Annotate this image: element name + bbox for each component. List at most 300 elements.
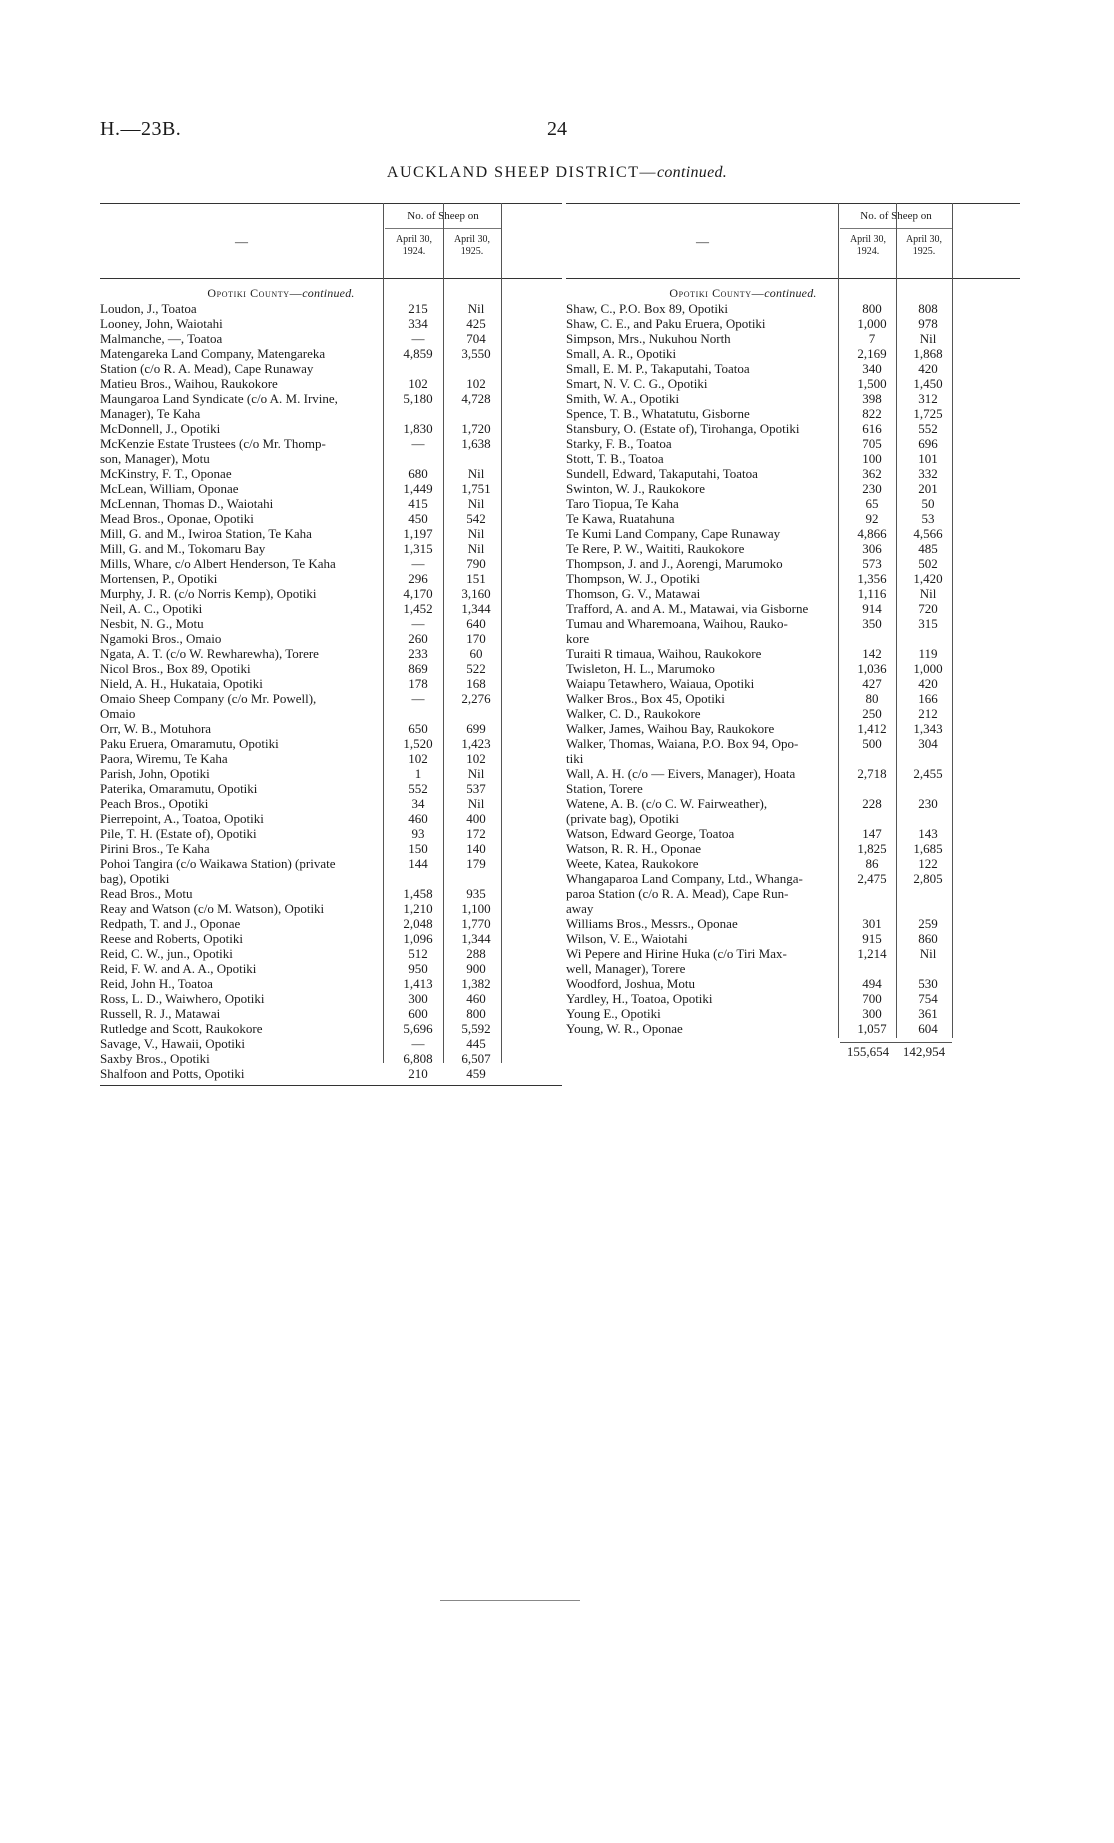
owner-name: Waiapu Tetawhero, Waiaua, Opotiki (566, 676, 755, 691)
table-row (100, 991, 562, 1006)
sheep-1924: 150 (408, 841, 428, 856)
sheep-1924: 600 (408, 1006, 428, 1021)
table-row (100, 1021, 562, 1036)
sheep-1925: Nil (467, 796, 485, 811)
sheep-1925: 1,420 (913, 571, 943, 586)
sheep-1924: 4,170 (403, 586, 433, 601)
owner-name: Sundell, Edward, Takaputahi, Toatoa (566, 466, 758, 481)
sheep-1924: 230 (862, 481, 882, 496)
title-suffix: continued. (656, 164, 728, 181)
sheep-1925: 119 (918, 646, 938, 661)
owner-name: Pirini Bros., Te Kaha (100, 841, 210, 856)
sheep-1924: — (411, 1036, 425, 1051)
totals-row (840, 1042, 952, 1061)
owner-name: Whangaparoa Land Company, Ltd., Whanga- paroa Station (c/o R. A. Mead), Cape Run- away (566, 871, 803, 916)
owner-name: Smart, N. V. C. G., Opotiki (566, 376, 708, 391)
sheep-1925: 361 (918, 1006, 938, 1021)
owner-name: Ngamoki Bros., Omaio (100, 631, 222, 646)
sheep-1924: 1,449 (403, 481, 433, 496)
sheep-1925: 522 (466, 661, 486, 676)
sheep-1924: 178 (408, 676, 428, 691)
owner-name: Rutledge and Scott, Raukokore (100, 1021, 263, 1036)
sheep-1924: 362 (862, 466, 882, 481)
sheep-1924: 300 (408, 991, 428, 1006)
owner-name: Neil, A. C., Opotiki (100, 601, 203, 616)
sheep-1924: 86 (865, 856, 879, 871)
owner-name: Yardley, H., Toatoa, Opotiki (566, 991, 713, 1006)
sheep-1924: 1,315 (403, 541, 433, 556)
sheep-1925: 1,344 (461, 931, 491, 946)
sheep-1925: 604 (918, 1021, 938, 1036)
sheep-1925: 1,725 (913, 406, 943, 421)
sheep-1924: 306 (862, 541, 882, 556)
sheep-1924: 1,412 (857, 721, 887, 736)
owner-name: Omaio Sheep Company (c/o Mr. Powell), Omaio (100, 691, 317, 721)
sheep-1925: 537 (466, 781, 486, 796)
sheep-1925: 425 (466, 316, 486, 331)
right-year2-header: April 30, 1925. (905, 234, 943, 257)
owner-name: Te Kumi Land Company, Cape Runaway (566, 526, 781, 541)
sheep-1925: 151 (466, 571, 486, 586)
table-row (100, 421, 562, 436)
sheep-1925: 485 (918, 541, 938, 556)
owner-name: Redpath, T. and J., Oponae (100, 916, 241, 931)
owner-name: Twisleton, H. L., Marumoko (566, 661, 715, 676)
sheep-1925: 259 (918, 916, 938, 931)
sheep-1925: 168 (466, 676, 486, 691)
sheep-1924: 1,116 (857, 586, 887, 601)
owner-name: Walker, James, Waihou Bay, Raukokore (566, 721, 775, 736)
sheep-1925: 978 (918, 316, 938, 331)
sheep-1925: 502 (918, 556, 938, 571)
table-row (100, 376, 562, 391)
owner-name: Loudon, J., Toatoa (100, 301, 197, 316)
table-row (100, 796, 562, 811)
sheep-1925: 1,100 (461, 901, 491, 916)
sheep-1924: 398 (862, 391, 882, 406)
owner-name: Parish, John, Opotiki (100, 766, 210, 781)
sheep-1925: 1,450 (913, 376, 943, 391)
sheep-1924: 427 (862, 676, 882, 691)
sheep-1924: 2,718 (857, 766, 887, 781)
owner-name: Mill, G. and M., Iwiroa Station, Te Kaha (100, 526, 312, 541)
table-row (100, 1006, 562, 1021)
sheep-1924: 210 (408, 1066, 428, 1081)
owner-name: Paora, Wiremu, Te Kaha (100, 751, 228, 766)
sheep-1924: 1,036 (857, 661, 887, 676)
sheep-1924: — (411, 436, 425, 451)
owner-name: Paterika, Omaramutu, Opotiki (100, 781, 258, 796)
owner-name: Starky, F. B., Toatoa (566, 436, 672, 451)
sheep-1924: 1,096 (403, 931, 433, 946)
table-row (100, 391, 562, 421)
owner-name: Simpson, Mrs., Nukuhou North (566, 331, 731, 346)
sheep-1925: 140 (466, 841, 486, 856)
sheep-1924: 34 (411, 796, 425, 811)
sheep-1924: 573 (862, 556, 882, 571)
sheep-1924: 1,413 (403, 976, 433, 991)
sheep-1924: 5,696 (403, 1021, 433, 1036)
table-row (100, 331, 562, 346)
sheep-1924: 350 (862, 616, 882, 631)
sheep-1924: 65 (865, 496, 879, 511)
owner-name: Watson, Edward George, Toatoa (566, 826, 735, 841)
owner-name: Reid, John H., Toatoa (100, 976, 213, 991)
right-section-heading: Opotiki County—continued. (669, 286, 817, 300)
sheep-1925: Nil (467, 301, 485, 316)
owner-name: Turaiti R timaua, Waihou, Raukokore (566, 646, 762, 661)
owner-name: Shalfoon and Potts, Opotiki (100, 1066, 245, 1081)
sheep-1924: — (411, 331, 425, 346)
table-row (100, 691, 562, 721)
sheep-1925: 102 (466, 751, 486, 766)
sheep-1925: 6,507 (461, 1051, 491, 1066)
total-1925: 142,954 (902, 1044, 946, 1059)
left-section-heading: Opotiki County—continued. (207, 286, 355, 300)
sheep-1924: 1,520 (403, 736, 433, 751)
sheep-1925: 230 (918, 796, 938, 811)
owner-name: Swinton, W. J., Raukokore (566, 481, 706, 496)
owner-name: Mills, Whare, c/o Albert Henderson, Te Kaha (100, 556, 336, 571)
owner-name: McLean, William, Oponae (100, 481, 239, 496)
table-row (100, 811, 562, 826)
sheep-1924: 869 (408, 661, 428, 676)
sheep-1925: 552 (918, 421, 938, 436)
sheep-1924: 822 (862, 406, 882, 421)
sheep-1924: 7 (868, 331, 876, 346)
owner-name: Pierrepoint, A., Toatoa, Opotiki (100, 811, 264, 826)
owner-name: Looney, John, Waiotahi (100, 316, 223, 331)
sheep-1924: — (411, 556, 425, 571)
sheep-1925: 170 (466, 631, 486, 646)
sheep-1925: 172 (466, 826, 486, 841)
owner-name: Ross, L. D., Waiwhero, Opotiki (100, 991, 265, 1006)
sheep-1924: 1,197 (403, 526, 433, 541)
table-row (100, 1066, 562, 1081)
sheep-1925: 1,638 (461, 436, 491, 451)
sheep-1925: 445 (466, 1036, 486, 1051)
owner-name: Walker, C. D., Raukokore (566, 706, 701, 721)
sheep-1925: 800 (466, 1006, 486, 1021)
owner-name: Read Bros., Motu (100, 886, 193, 901)
sheep-1924: 1,458 (403, 886, 433, 901)
sheep-1925: 1,868 (913, 346, 943, 361)
owner-name: Maungaroa Land Syndicate (c/o A. M. Irvine, Manager), Te Kaha (100, 391, 338, 421)
owner-name: Mead Bros., Oponae, Opotiki (100, 511, 254, 526)
sheep-1925: Nil (467, 526, 485, 541)
table-row (100, 841, 562, 856)
sheep-1924: 800 (862, 301, 882, 316)
owner-name: Stansbury, O. (Estate of), Tirohanga, Opotiki (566, 421, 800, 436)
sheep-1925: 860 (918, 931, 938, 946)
table-row (100, 496, 562, 511)
table-row (100, 946, 562, 961)
sheep-1924: 80 (865, 691, 879, 706)
table-row (100, 961, 562, 976)
sheep-1925: 3,550 (461, 346, 491, 361)
sheep-1925: 315 (918, 616, 938, 631)
table-row (100, 736, 562, 751)
sheep-1925: 1,382 (461, 976, 491, 991)
sheep-1925: 1,000 (913, 661, 943, 676)
table-row (100, 721, 562, 736)
table-row (100, 676, 562, 691)
owner-name: Shaw, C. E., and Paku Eruera, Opotiki (566, 316, 766, 331)
sheep-1924: 6,808 (403, 1051, 433, 1066)
sheep-1924: 2,475 (857, 871, 887, 886)
table-row (100, 751, 562, 766)
sheep-1924: 93 (411, 826, 425, 841)
owner-name: McKenzie Estate Trustees (c/o Mr. Thomp- son, Manager), Motu (100, 436, 326, 466)
owner-name: Tumau and Wharemoana, Waihou, Rauko- kore (566, 616, 788, 646)
sheep-1925: 808 (918, 301, 938, 316)
sheep-1924: 2,048 (403, 916, 433, 931)
left-table-header (100, 203, 562, 279)
left-group-header: No. of Sheep on (407, 210, 479, 222)
owner-name: Pile, T. H. (Estate of), Opotiki (100, 826, 257, 841)
title-main: AUCKLAND SHEEP DISTRICT— (386, 164, 657, 181)
sheep-1925: Nil (919, 946, 937, 961)
owner-name: Matengareka Land Company, Matengareka Station (c/o R. A. Mead), Cape Runaway (100, 346, 326, 376)
table-row (100, 826, 562, 841)
sheep-1925: 2,805 (913, 871, 943, 886)
sheep-1924: 450 (408, 511, 428, 526)
sheep-1925: 122 (918, 856, 938, 871)
sheep-1924: 2,169 (857, 346, 887, 361)
owner-name: Thompson, W. J., Opotiki (566, 571, 700, 586)
footer-rule (440, 1600, 580, 1601)
sheep-1925: 530 (918, 976, 938, 991)
owner-name: Small, A. R., Opotiki (566, 346, 677, 361)
sheep-1925: Nil (919, 331, 937, 346)
table-row (100, 931, 562, 946)
sheep-1925: 900 (466, 961, 486, 976)
table-row (100, 436, 562, 466)
sheep-1924: 950 (408, 961, 428, 976)
sheep-1924: 340 (862, 361, 882, 376)
owner-name: Thomson, G. V., Matawai (566, 586, 701, 601)
sheep-1925: 201 (918, 481, 938, 496)
left-name-column-header: — (235, 234, 248, 249)
right-name-column-header: — (696, 234, 709, 249)
table-row (100, 511, 562, 526)
sheep-1925: 790 (466, 556, 486, 571)
sheep-1924: 1,000 (857, 316, 887, 331)
sheep-1925: Nil (467, 766, 485, 781)
sheep-1925: 50 (921, 496, 935, 511)
sheep-1925: 332 (918, 466, 938, 481)
owner-name: Paku Eruera, Omaramutu, Opotiki (100, 736, 279, 751)
owner-name: Spence, T. B., Whatatutu, Gisborne (566, 406, 750, 421)
owner-name: Watene, A. B. (c/o C. W. Fairweather), (private bag), Opotiki (566, 796, 768, 826)
sheep-1924: 1,825 (857, 841, 887, 856)
sheep-1924: 228 (862, 796, 882, 811)
sheep-1924: 552 (408, 781, 428, 796)
owner-name: Murphy, J. R. (c/o Norris Kemp), Opotiki (100, 586, 317, 601)
owner-name: Trafford, A. and A. M., Matawai, via Gisborne (566, 601, 809, 616)
owner-name: McKinstry, F. T., Oponae (100, 466, 232, 481)
sheep-1924: 147 (862, 826, 882, 841)
sheep-1924: 296 (408, 571, 428, 586)
owner-name: McDonnell, J., Opotiki (100, 421, 221, 436)
sheep-1925: 720 (918, 601, 938, 616)
owner-name: Malmanche, —, Toatoa (100, 331, 223, 346)
sheep-1925: 1,343 (913, 721, 943, 736)
sheep-1925: 1,423 (461, 736, 491, 751)
sheep-1924: — (411, 691, 425, 706)
sheep-1925: 1,685 (913, 841, 943, 856)
owner-name: Te Rere, P. W., Waititi, Raukokore (566, 541, 745, 556)
sheep-1925: 304 (918, 736, 938, 751)
sheep-1925: 102 (466, 376, 486, 391)
sheep-1924: 500 (862, 736, 882, 751)
sheep-1924: 914 (862, 601, 882, 616)
sheep-1925: 640 (466, 616, 486, 631)
owner-name: Young, W. R., Oponae (566, 1021, 683, 1036)
owner-name: Shaw, C., P.O. Box 89, Opotiki (566, 301, 729, 316)
sheep-1925: 179 (466, 856, 486, 871)
table-row (100, 571, 562, 586)
left-table-body (100, 279, 562, 1081)
table-row (100, 631, 562, 646)
sheep-1924: 233 (408, 646, 428, 661)
owner-name: McLennan, Thomas D., Waiotahi (100, 496, 274, 511)
document-code: H.—23B. (100, 118, 182, 140)
owner-name: Peach Bros., Opotiki (100, 796, 209, 811)
owner-name: Reay and Watson (c/o M. Watson), Opotiki (100, 901, 325, 916)
sheep-1925: 60 (469, 646, 483, 661)
owner-name: Orr, W. B., Motuhora (100, 721, 212, 736)
sheep-1925: 101 (918, 451, 938, 466)
sheep-1925: 3,160 (461, 586, 491, 601)
table-row (100, 301, 562, 316)
sheep-1924: 1,210 (403, 901, 433, 916)
table-row (100, 616, 562, 631)
owner-name: Williams Bros., Messrs., Oponae (566, 916, 738, 931)
sheep-1924: 334 (408, 316, 428, 331)
sheep-1925: 460 (466, 991, 486, 1006)
sheep-1924: 250 (862, 706, 882, 721)
sheep-1925: 400 (466, 811, 486, 826)
owner-name: Matieu Bros., Waihou, Raukokore (100, 376, 278, 391)
table-row (100, 976, 562, 991)
sheep-1924: 4,859 (403, 346, 433, 361)
owner-name: Saxby Bros., Opotiki (100, 1051, 210, 1066)
sheep-1924: 415 (408, 496, 428, 511)
owner-name: Mill, G. and M., Tokomaru Bay (100, 541, 266, 556)
table-row (100, 481, 562, 496)
table-row (100, 556, 562, 571)
sheep-1925: 1,751 (461, 481, 491, 496)
sheep-1925: 143 (918, 826, 938, 841)
sheep-1925: 166 (918, 691, 938, 706)
owner-name: Thompson, J. and J., Aorengi, Marumoko (566, 556, 783, 571)
sheep-1924: 300 (862, 1006, 882, 1021)
sheep-1924: 915 (862, 931, 882, 946)
sheep-1924: 1,452 (403, 601, 433, 616)
sheep-1924: 460 (408, 811, 428, 826)
owner-name: Wilson, V. E., Waiotahi (566, 931, 688, 946)
owner-name: Te Kawa, Ruatahuna (566, 511, 675, 526)
sheep-1925: 1,344 (461, 601, 491, 616)
page-number: 24 (547, 118, 567, 140)
left-year2-header: April 30, 1925. (453, 234, 491, 257)
sheep-1925: 2,276 (461, 691, 491, 706)
table-row (100, 601, 562, 616)
sheep-1925: 420 (918, 676, 938, 691)
owner-name: Reese and Roberts, Opotiki (100, 931, 243, 946)
right-year1-header: April 30, 1924. (849, 234, 887, 257)
sheep-1925: 1,720 (461, 421, 491, 436)
sheep-1924: 1,500 (857, 376, 887, 391)
sheep-1924: 1,356 (857, 571, 887, 586)
owner-name: Smith, W. A., Opotiki (566, 391, 680, 406)
sheep-1925: 288 (466, 946, 486, 961)
owner-name: Nield, A. H., Hukataia, Opotiki (100, 676, 263, 691)
sheep-1924: 1,057 (857, 1021, 887, 1036)
table-row (100, 316, 562, 331)
owner-name: Walker, Thomas, Waiana, P.O. Box 94, Opo- tiki (566, 736, 799, 766)
right-table (566, 203, 1020, 1061)
sheep-1924: — (411, 616, 425, 631)
sheep-1925: 312 (918, 391, 938, 406)
sheep-1924: 301 (862, 916, 882, 931)
owner-name: Watson, R. R. H., Oponae (566, 841, 702, 856)
sheep-1925: Nil (467, 496, 485, 511)
table-row (100, 781, 562, 796)
sheep-1925: 1,770 (461, 916, 491, 931)
owner-name: Stott, T. B., Toatoa (566, 451, 664, 466)
total-1924: 155,654 (846, 1044, 890, 1059)
owner-name: Weete, Katea, Raukokore (566, 856, 699, 871)
owner-name: Wall, A. H. (c/o — Eivers, Manager), Hoata Station, Torere (566, 766, 796, 796)
page-title (0, 164, 1114, 182)
sheep-1924: 650 (408, 721, 428, 736)
sheep-1925: 704 (466, 331, 486, 346)
sheep-1924: 700 (862, 991, 882, 1006)
owner-name: Reid, F. W. and A. A., Opotiki (100, 961, 257, 976)
sheep-1924: 102 (408, 376, 428, 391)
sheep-1924: 100 (862, 451, 882, 466)
owner-name: Wi Pepere and Hirine Huka (c/o Tiri Max- well, Manager), Torere (566, 946, 787, 976)
table-row (100, 766, 562, 781)
table-row (100, 541, 562, 556)
owner-name: Nesbit, N. G., Motu (100, 616, 204, 631)
sheep-1924: 142 (862, 646, 882, 661)
owner-name: Savage, V., Hawaii, Opotiki (100, 1036, 246, 1051)
sheep-1925: 5,592 (461, 1021, 491, 1036)
table-row (100, 1051, 562, 1066)
sheep-1925: 542 (466, 511, 486, 526)
sheep-1924: 616 (862, 421, 882, 436)
sheep-1925: 420 (918, 361, 938, 376)
left-year1-header: April 30, 1924. (395, 234, 433, 257)
table-row (100, 586, 562, 601)
table-row (100, 346, 562, 376)
sheep-1925: 2,455 (913, 766, 943, 781)
table-row (100, 916, 562, 931)
owner-name: Young E., Opotiki (566, 1006, 661, 1021)
sheep-1925: 459 (466, 1066, 486, 1081)
sheep-1924: 260 (408, 631, 428, 646)
owner-name: Taro Tiopua, Te Kaha (566, 496, 679, 511)
sheep-1924: 680 (408, 466, 428, 481)
sheep-1925: Nil (467, 541, 485, 556)
sheep-1924: 215 (408, 301, 428, 316)
owner-name: Pohoi Tangira (c/o Waikawa Station) (private bag), Opotiki (100, 856, 336, 886)
sheep-1925: 754 (918, 991, 938, 1006)
left-table (100, 203, 562, 1086)
